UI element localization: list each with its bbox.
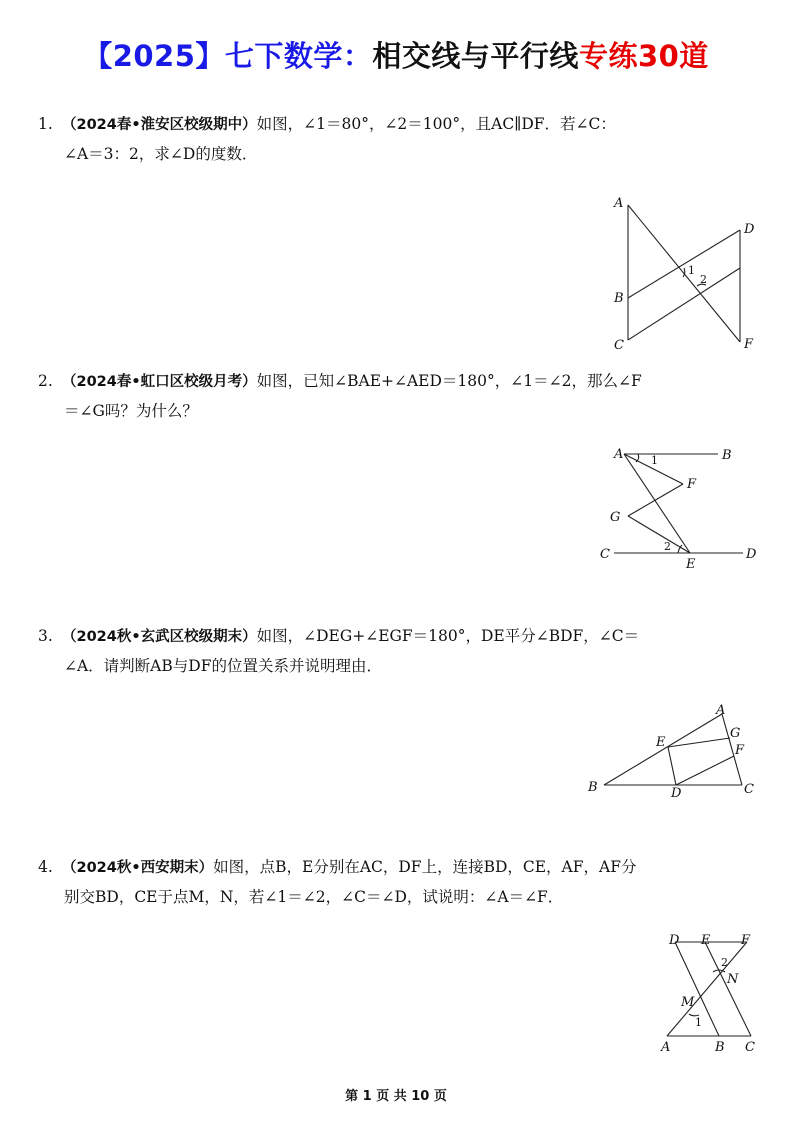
figure-4 [655,930,765,1058]
problem-text-line2: ＝∠G吗？为什么？ [64,402,198,420]
title-topic: 相交线与平行线 [372,39,579,73]
label-d: D [669,933,680,948]
label-angle-1: 1 [688,264,695,277]
label-f: F [687,477,697,492]
line-af [628,205,740,342]
label-d: D [744,222,755,237]
label-f: F [744,337,754,352]
label-d: D [671,786,682,801]
title-count: 专练30道 [578,39,709,73]
label-a: A [614,447,624,462]
label-a: A [716,703,726,718]
problem-text-line1: 如图，∠DEG+∠EGF＝180°，DE平分∠BDF，∠C＝ [256,627,640,645]
figure-3 [582,700,762,805]
label-m: M [681,995,695,1010]
label-g: G [730,726,741,741]
problem-source: （2024秋•西安期末） [62,860,214,876]
label-c: C [600,547,610,562]
label-a: A [661,1040,671,1055]
label-e: E [701,933,711,948]
label-c: C [745,1040,755,1055]
label-angle-1: 1 [695,1016,702,1029]
line-af [667,942,747,1036]
line-ed [668,747,676,785]
problem-number: 4. [38,858,53,876]
line-fg-extended [628,484,683,516]
problem-text-line2: ∠A．请判断AB与DF的位置关系并说明理由． [64,657,382,675]
label-angle-2: 2 [664,540,671,553]
problem-number: 3. [38,627,53,645]
problem-text-line1: 如图，∠1＝80°，∠2＝100°，且AC∥DF．若∠C： [256,115,616,133]
page-footer: 第 1 页 共 10 页 [345,1089,447,1104]
problem-source: （2024春•淮安区校级期中） [62,117,257,133]
line-c-transversal [628,268,740,340]
problem-4 [38,853,758,912]
label-e: E [686,557,696,572]
label-c: C [744,782,754,797]
problem-number: 1. [38,115,53,133]
label-a: A [614,196,624,211]
problem-2 [38,367,758,426]
label-angle-1: 1 [651,454,658,467]
problem-text-line2: 别交BD，CE于点M，N，若∠1＝∠2，∠C＝∠D，试说明：∠A＝∠F． [64,888,564,906]
label-c: C [614,338,624,353]
line-bd [628,230,740,298]
problem-1 [38,110,758,169]
figure-1 [600,190,770,355]
problem-text-line1: 如图，点B，E分别在AC，DF上，连接BD，CE，AF，AF分 [213,858,637,876]
label-b: B [722,448,732,463]
line-ae [624,454,690,553]
title-year-prefix: 【2025】七下数学： [83,39,373,73]
problem-source: （2024秋•玄武区校级期末） [62,629,257,645]
page-title [0,34,792,75]
problem-text-line1: 如图，已知∠BAE+∠AED＝180°，∠1＝∠2，那么∠F [256,372,642,390]
label-b: B [614,291,624,306]
label-d: D [746,547,757,562]
line-eg [668,738,730,747]
label-f: F [741,933,751,948]
figure-2 [598,440,768,575]
label-n: N [727,972,739,987]
label-b: B [588,780,598,795]
problem-source: （2024春•虹口区校级月考） [62,374,257,390]
label-b: B [715,1040,725,1055]
label-g: G [610,510,621,525]
problem-3 [38,622,758,681]
label-f: F [735,743,745,758]
line-df [676,756,734,785]
label-angle-2: 2 [700,273,707,286]
label-e: E [656,735,666,750]
label-angle-2: 2 [721,956,728,969]
problem-number: 2. [38,372,53,390]
problem-text-line2: ∠A＝3：2，求∠D的度数． [64,145,258,163]
